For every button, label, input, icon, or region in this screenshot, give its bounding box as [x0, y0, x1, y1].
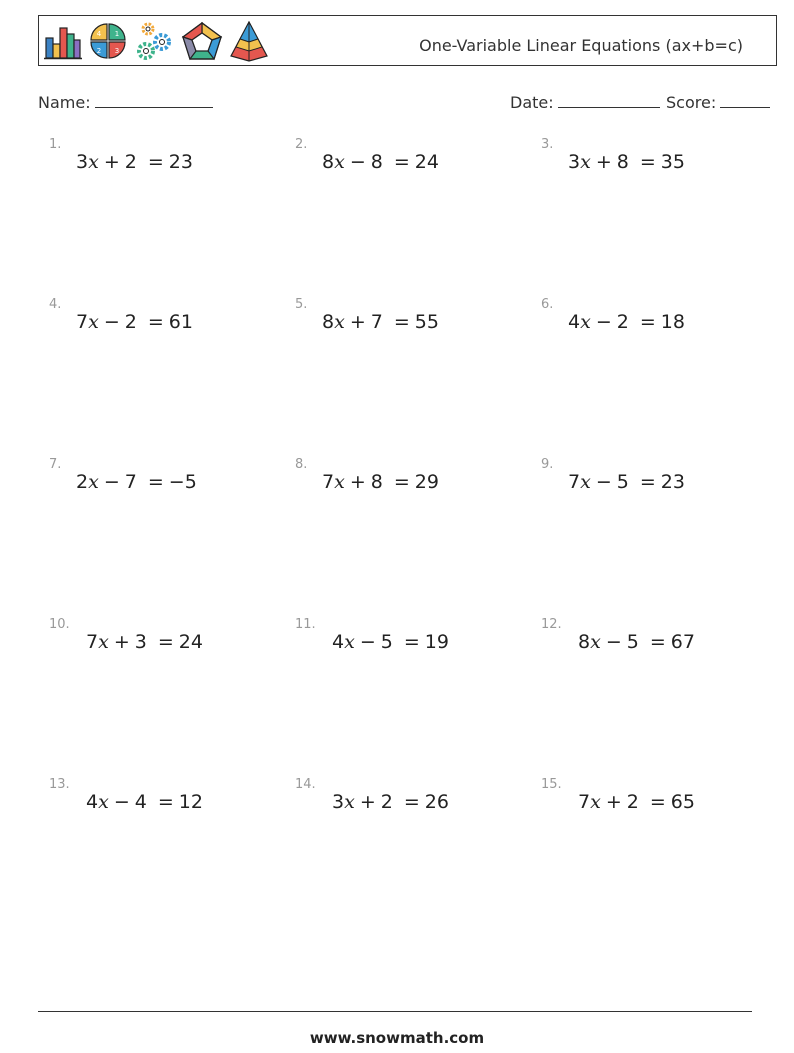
problem-item [541, 457, 685, 493]
equation-operator: − [113, 791, 130, 813]
equation-operator: − [595, 311, 612, 333]
equation-constant: 2 [626, 791, 639, 813]
equation-coefficient: 7 [568, 471, 581, 493]
score-field[interactable] [666, 93, 770, 112]
gears-icon [135, 20, 175, 62]
equation-result: 29 [414, 471, 439, 493]
equation-operator: − [349, 151, 366, 173]
equation-constant: 8 [370, 151, 383, 173]
equation-equals-sign: = [639, 471, 656, 493]
problem-number: 2. [295, 137, 308, 152]
petal-number: 4 [96, 30, 102, 38]
equation-equals-sign: = [639, 151, 656, 173]
equation-constant: 5 [616, 471, 629, 493]
equation-result: 12 [178, 791, 203, 813]
equation-variable: x [590, 631, 601, 653]
equation-coefficient: 3 [332, 791, 345, 813]
equation-operator: − [359, 631, 376, 653]
equation-result: −5 [168, 471, 197, 493]
equation-variable: x [88, 471, 99, 493]
equation-result: 23 [660, 471, 685, 493]
equation-operator: + [605, 791, 622, 813]
equation-constant: 5 [380, 631, 393, 653]
equation-operator: + [359, 791, 376, 813]
equation-constant: 8 [370, 471, 383, 493]
equation-constant: 5 [626, 631, 639, 653]
equation-constant: 2 [124, 311, 137, 333]
equation-operator: + [103, 151, 120, 173]
footer-url: www.snowmath.com [309, 1029, 485, 1047]
equation-coefficient: 8 [578, 631, 591, 653]
equation-coefficient: 3 [76, 151, 89, 173]
problem-item [541, 297, 685, 333]
equation-variable: x [344, 791, 355, 813]
problem-number: 8. [295, 457, 308, 472]
name-blank[interactable] [95, 93, 213, 108]
equation-coefficient: 7 [86, 631, 99, 653]
problem-item [295, 137, 439, 173]
equation-result: 19 [424, 631, 449, 653]
equation-coefficient: 7 [578, 791, 591, 813]
name-field[interactable] [38, 93, 213, 112]
date-label: Date: [510, 93, 554, 112]
date-field[interactable] [510, 93, 660, 112]
equation-constant: 4 [134, 791, 147, 813]
petal-number: 2 [96, 47, 102, 55]
equation-operator: + [113, 631, 130, 653]
equation-constant: 8 [616, 151, 629, 173]
equation-result: 18 [660, 311, 685, 333]
equation-variable: x [344, 631, 355, 653]
equation-equals-sign: = [639, 311, 656, 333]
problem-number: 11. [295, 617, 316, 632]
equation-equals-sign: = [393, 151, 410, 173]
problem-number: 5. [295, 297, 308, 312]
petal-number: 3 [114, 47, 120, 55]
equation-result: 26 [424, 791, 449, 813]
pentagon-icon [180, 20, 224, 62]
equation-result: 67 [670, 631, 695, 653]
equation-equals-sign: = [649, 631, 666, 653]
equation-equals-sign: = [147, 311, 164, 333]
pyramid-icon [229, 20, 269, 62]
equation-variable: x [334, 311, 345, 333]
equation-constant: 3 [134, 631, 147, 653]
problem-number: 12. [541, 617, 562, 632]
problem-number: 6. [541, 297, 554, 312]
problem-number: 1. [49, 137, 62, 152]
equation-operator: + [349, 471, 366, 493]
worksheet-title: One-Variable Linear Equations (ax+b=c) [419, 36, 743, 55]
equation-variable: x [88, 311, 99, 333]
problem-item [295, 297, 439, 333]
equation-coefficient: 7 [76, 311, 89, 333]
problem-item [49, 617, 203, 653]
problem-item [49, 137, 193, 173]
equation-coefficient: 7 [322, 471, 335, 493]
date-blank[interactable] [558, 93, 660, 108]
footer-divider [38, 1011, 752, 1012]
problem-item [49, 457, 197, 493]
equation-variable: x [590, 791, 601, 813]
equation-equals-sign: = [403, 631, 420, 653]
problem-number: 9. [541, 457, 554, 472]
numbered-petals-icon [87, 20, 129, 62]
problem-number: 14. [295, 777, 316, 792]
equation-variable: x [98, 631, 109, 653]
equation-equals-sign: = [393, 311, 410, 333]
equation-coefficient: 4 [86, 791, 99, 813]
equation-coefficient: 8 [322, 311, 335, 333]
equation-constant: 2 [380, 791, 393, 813]
problem-number: 3. [541, 137, 554, 152]
problem-item [49, 777, 203, 813]
equation-coefficient: 3 [568, 151, 581, 173]
petal-number: 1 [114, 30, 120, 38]
equation-coefficient: 4 [568, 311, 581, 333]
equation-operator: − [605, 631, 622, 653]
problem-item [295, 777, 449, 813]
equation-operator: − [103, 311, 120, 333]
equation-variable: x [580, 151, 591, 173]
problem-item [541, 617, 695, 653]
equation-result: 35 [660, 151, 685, 173]
equation-equals-sign: = [649, 791, 666, 813]
equation-coefficient: 8 [322, 151, 335, 173]
equation-equals-sign: = [147, 151, 164, 173]
equation-operator: + [349, 311, 366, 333]
equation-operator: + [595, 151, 612, 173]
worksheet-header [38, 15, 777, 66]
equation-coefficient: 4 [332, 631, 345, 653]
equation-variable: x [88, 151, 99, 173]
equation-variable: x [580, 311, 591, 333]
equation-equals-sign: = [393, 471, 410, 493]
logo-strip [43, 20, 273, 62]
equation-coefficient: 2 [76, 471, 89, 493]
problem-number: 13. [49, 777, 70, 792]
equation-result: 24 [414, 151, 439, 173]
equation-equals-sign: = [157, 791, 174, 813]
problem-item [295, 617, 449, 653]
equation-result: 23 [168, 151, 193, 173]
equation-operator: − [103, 471, 120, 493]
equation-result: 24 [178, 631, 203, 653]
equation-constant: 7 [124, 471, 137, 493]
score-label: Score: [666, 93, 717, 112]
problem-number: 10. [49, 617, 70, 632]
problem-item [49, 297, 193, 333]
equation-variable: x [334, 151, 345, 173]
problem-item [541, 137, 685, 173]
equation-variable: x [334, 471, 345, 493]
equation-equals-sign: = [147, 471, 164, 493]
score-blank[interactable] [720, 93, 770, 108]
equation-variable: x [98, 791, 109, 813]
bar-chart-icon [43, 20, 83, 62]
problem-item [541, 777, 695, 813]
problem-number: 15. [541, 777, 562, 792]
equation-equals-sign: = [403, 791, 420, 813]
equation-result: 55 [414, 311, 439, 333]
equation-result: 61 [168, 311, 193, 333]
equation-constant: 2 [616, 311, 629, 333]
equation-operator: − [595, 471, 612, 493]
equation-constant: 2 [124, 151, 137, 173]
problem-number: 4. [49, 297, 62, 312]
equation-variable: x [580, 471, 591, 493]
problem-number: 7. [49, 457, 62, 472]
equation-constant: 7 [370, 311, 383, 333]
name-label: Name: [38, 93, 91, 112]
equation-result: 65 [670, 791, 695, 813]
equation-equals-sign: = [157, 631, 174, 653]
problem-item [295, 457, 439, 493]
